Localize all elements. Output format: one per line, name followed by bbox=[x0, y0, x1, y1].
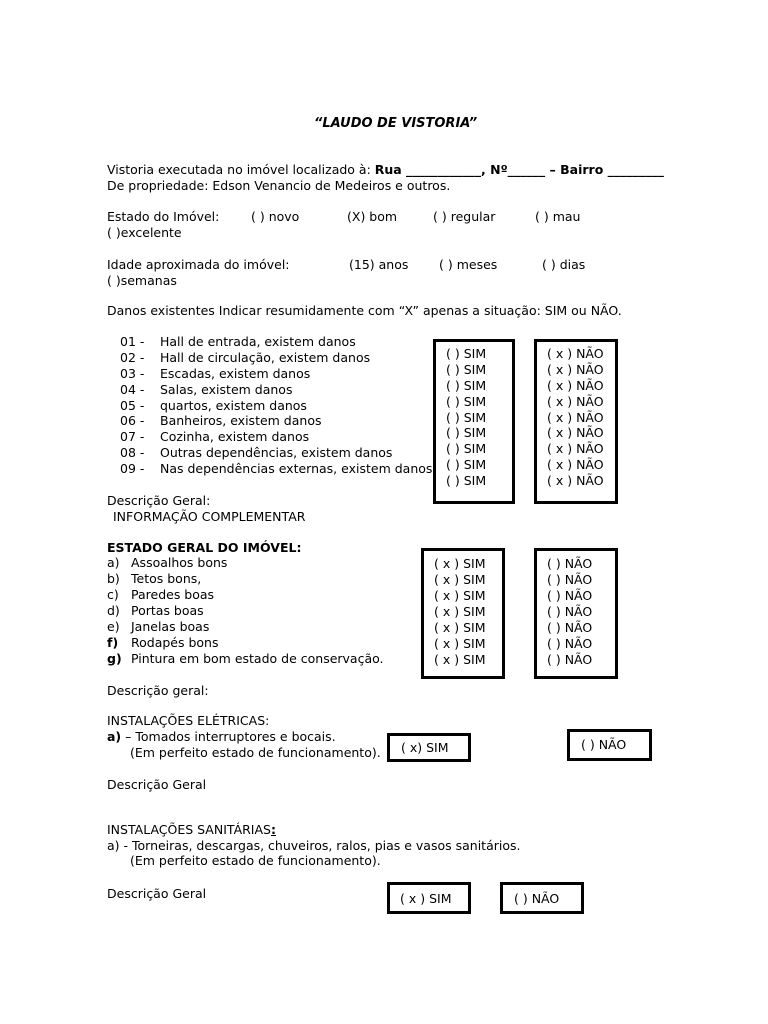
sim-option[interactable]: ( ) SIM bbox=[446, 377, 487, 393]
sanitarias-item: a) - Torneiras, descargas, chuveiros, ralos, pias e vasos sanitários. bbox=[107, 838, 521, 853]
estado-geral-nao-column bbox=[547, 556, 592, 668]
estado-geral-sim-column bbox=[434, 556, 485, 668]
estado-novo: ( ) novo bbox=[251, 209, 300, 224]
eletricas-item: a) – Tomados interruptores e bocais. bbox=[107, 729, 336, 744]
sim-option[interactable]: ( x ) SIM bbox=[434, 652, 486, 667]
document-title: “LAUDO DE VISTORIA” bbox=[314, 116, 478, 131]
sim-option[interactable]: ( x ) SIM bbox=[434, 636, 486, 651]
informacao-complementar: INFORMAÇÃO COMPLEMENTAR bbox=[113, 509, 306, 524]
danos-list bbox=[120, 334, 432, 477]
sim-option[interactable]: ( ) SIM bbox=[446, 346, 487, 361]
eletricas-heading: INSTALAÇÕES ELÉTRICAS: bbox=[107, 713, 270, 728]
eletricas-sim-option[interactable]: ( x) SIM bbox=[401, 740, 449, 755]
idade-label: Idade aproximada do imóvel: bbox=[107, 257, 290, 272]
list-item: 02 - Hall de circulação, existem danos bbox=[120, 349, 371, 365]
nao-option[interactable]: ( ) NÃO bbox=[547, 588, 593, 603]
nao-option[interactable]: ( x ) NÃO bbox=[547, 425, 604, 441]
sanitarias-sim-option[interactable]: ( x ) SIM bbox=[400, 891, 452, 906]
list-item: a) Assoalhos bons bbox=[107, 555, 228, 570]
intro-prefix: Vistoria executada no imóvel localizado à: bbox=[107, 162, 375, 177]
estado-regular: ( ) regular bbox=[433, 209, 496, 224]
danos-header: Danos existentes Indicar resumidamente com “X” apenas a situação: SIM ou NÃO. bbox=[107, 303, 622, 318]
list-item: 08 - Outras dependências, existem danos bbox=[120, 445, 393, 461]
list-item: 09 - Nas dependências externas, existem danos bbox=[120, 461, 433, 477]
estado-geral-heading: ESTADO GERAL DO IMÓVEL: bbox=[107, 540, 302, 555]
list-item: b) Tetos bons, bbox=[107, 571, 202, 586]
descricao-geral-1: Descrição Geral: bbox=[107, 493, 211, 508]
list-item: c) Paredes boas bbox=[107, 587, 215, 602]
estado-geral-list bbox=[107, 555, 384, 667]
eletricas-item-sub: (Em perfeito estado de funcionamento). bbox=[130, 745, 381, 760]
sim-option[interactable]: ( ) SIM bbox=[446, 361, 487, 377]
sanitarias-nao-option[interactable]: ( ) NÃO bbox=[514, 891, 560, 906]
descricao-geral-4: Descrição Geral bbox=[107, 886, 207, 901]
nao-option[interactable]: ( ) NÃO bbox=[547, 620, 593, 635]
sim-option[interactable]: ( x ) SIM bbox=[434, 604, 486, 619]
list-item: g) Pintura em bom estado de conservação. bbox=[107, 651, 384, 666]
nao-option[interactable]: ( x ) NÃO bbox=[547, 377, 604, 393]
danos-nao-column bbox=[547, 346, 604, 489]
list-item: f) Rodapés bons bbox=[107, 635, 219, 650]
nao-option[interactable]: ( x ) NÃO bbox=[547, 409, 604, 425]
nao-option[interactable]: ( x ) NÃO bbox=[547, 441, 604, 457]
sim-option[interactable]: ( x ) SIM bbox=[434, 572, 486, 587]
list-item: 07 - Cozinha, existem danos bbox=[120, 429, 310, 445]
list-item: 06 - Banheiros, existem danos bbox=[120, 413, 322, 429]
sanitarias-heading: INSTALAÇÕES SANITÁRIAS: bbox=[107, 822, 276, 837]
eletricas-nao-option[interactable]: ( ) NÃO bbox=[581, 737, 627, 752]
nao-option[interactable]: ( x ) NÃO bbox=[547, 361, 604, 377]
nao-option[interactable]: ( ) NÃO bbox=[547, 572, 593, 587]
intro-address: Rua ____________, Nº______ – Bairro _________ bbox=[374, 162, 664, 177]
estado-mau: ( ) mau bbox=[535, 209, 581, 224]
sim-option[interactable]: ( ) SIM bbox=[446, 393, 487, 409]
intro-line-1 bbox=[107, 162, 664, 177]
nao-option[interactable]: ( x ) NÃO bbox=[547, 346, 604, 361]
sim-option[interactable]: ( ) SIM bbox=[446, 409, 487, 425]
list-item: d) Portas boas bbox=[107, 603, 204, 618]
list-item: e) Janelas boas bbox=[107, 619, 210, 634]
estado-bom: (X) bom bbox=[347, 209, 398, 224]
nao-option[interactable]: ( x ) NÃO bbox=[547, 473, 604, 489]
idade-anos: (15) anos bbox=[349, 257, 409, 272]
sim-option[interactable]: ( x ) SIM bbox=[434, 556, 486, 571]
idade-meses: ( ) meses bbox=[439, 257, 498, 272]
list-item: 04 - Salas, existem danos bbox=[120, 381, 293, 397]
idade-semanas: ( )semanas bbox=[107, 273, 177, 288]
list-item: 03 - Escadas, existem danos bbox=[120, 365, 311, 381]
list-item: 05 - quartos, existem danos bbox=[120, 397, 307, 413]
nao-option[interactable]: ( ) NÃO bbox=[547, 604, 593, 619]
sanitarias-item-sub: (Em perfeito estado de funcionamento). bbox=[130, 853, 381, 868]
nao-option[interactable]: ( x ) NÃO bbox=[547, 457, 604, 473]
nao-option[interactable]: ( ) NÃO bbox=[547, 652, 593, 667]
intro-line-2: De propriedade: Edson Venancio de Medeiros e outros. bbox=[107, 178, 451, 193]
nao-option[interactable]: ( ) NÃO bbox=[547, 636, 593, 651]
danos-sim-column bbox=[446, 346, 486, 489]
nao-option[interactable]: ( ) NÃO bbox=[547, 556, 593, 571]
sim-option[interactable]: ( x ) SIM bbox=[434, 620, 486, 635]
sim-option[interactable]: ( ) SIM bbox=[446, 441, 487, 457]
estado-excelente: ( )excelente bbox=[107, 225, 182, 240]
estado-label: Estado do Imóvel: bbox=[107, 209, 220, 224]
nao-option[interactable]: ( x ) NÃO bbox=[547, 393, 604, 409]
sim-option[interactable]: ( ) SIM bbox=[446, 457, 487, 473]
sim-option[interactable]: ( ) SIM bbox=[446, 425, 487, 441]
idade-dias: ( ) dias bbox=[542, 257, 586, 272]
descricao-geral-3: Descrição Geral bbox=[107, 777, 207, 792]
sim-option[interactable]: ( ) SIM bbox=[446, 473, 487, 489]
sim-option[interactable]: ( x ) SIM bbox=[434, 588, 486, 603]
list-item: 01 - Hall de entrada, existem danos bbox=[120, 334, 356, 349]
descricao-geral-2: Descrição geral: bbox=[107, 683, 209, 698]
